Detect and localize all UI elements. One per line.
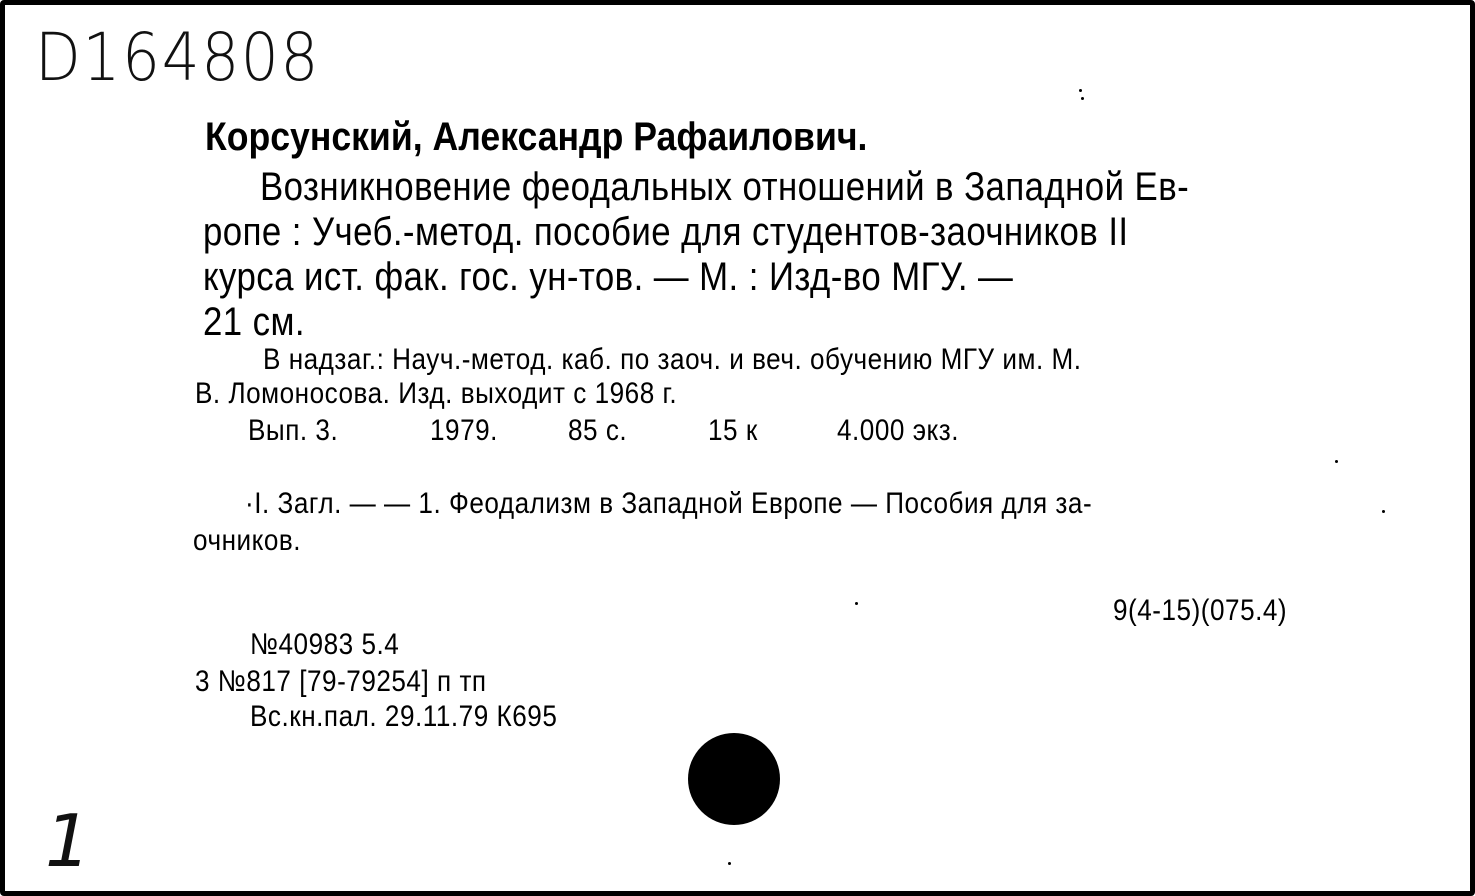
issue-pages: 85 с. bbox=[568, 414, 628, 447]
handwritten-mark: 1 bbox=[45, 799, 91, 883]
title-line-3: курса ист. фак. гос. ун-тов. — М. : Изд-во МГУ. — bbox=[203, 255, 1014, 299]
issue-year: 1979. bbox=[430, 414, 498, 447]
issue-price: 15 к bbox=[708, 414, 758, 447]
registry-line: Вс.кн.пал. 29.11.79 К695 bbox=[250, 700, 558, 733]
punch-hole bbox=[688, 733, 780, 825]
speck bbox=[728, 862, 731, 865]
record-number: №40983 5.4 bbox=[250, 628, 400, 661]
subject-line-1: ·I. Загл. — — 1. Феодализм в Западной Европе — Пособия для за- bbox=[245, 487, 1093, 520]
note-line-1: В надзаг.: Науч.-метод. каб. по заоч. и веч. обучению МГУ им. М. bbox=[263, 343, 1082, 376]
handwritten-inventory-number: D164808 bbox=[35, 19, 321, 96]
issue-copies: 4.000 экз. bbox=[837, 414, 960, 447]
speck bbox=[1382, 510, 1385, 513]
speck bbox=[1079, 89, 1082, 92]
title-line-4: 21 см. bbox=[203, 300, 305, 344]
issue-number: Вып. 3. bbox=[248, 414, 339, 447]
classification-code: 9(4-15)(075.4) bbox=[1113, 594, 1288, 627]
author-heading: Корсунский, Александр Рафаилович. bbox=[205, 115, 868, 159]
speck bbox=[1335, 460, 1338, 463]
order-line: 3 №817 [79-79254] п тп bbox=[195, 665, 487, 698]
subject-line-2: очников. bbox=[193, 524, 302, 557]
speck bbox=[855, 602, 858, 605]
note-line-2: В. Ломоносова. Изд. выходит с 1968 г. bbox=[195, 377, 678, 410]
title-line-2: ропе : Учеб.-метод. пособие для студентов-заочников II bbox=[203, 210, 1129, 254]
speck bbox=[1081, 97, 1084, 100]
title-line-1: Возникновение феодальных отношений в Западной Ев- bbox=[260, 165, 1190, 209]
